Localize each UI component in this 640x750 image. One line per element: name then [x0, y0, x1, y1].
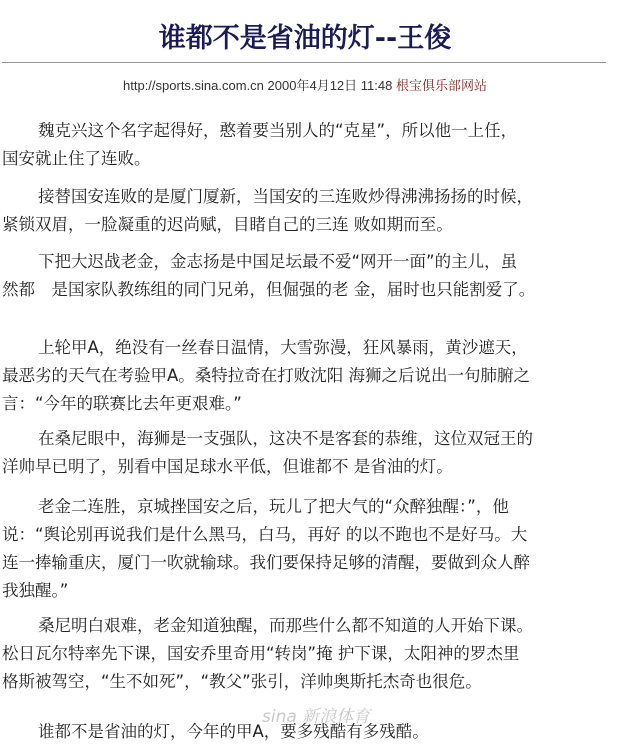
- paragraph-line: 魏克兴这个名字起得好，憨着要当别人的“克星”，所以他一上任，: [38, 121, 518, 140]
- paragraph-line: 桑尼明白艰难，老金知道独醒，而那些什么都不知道的人开始下课。: [38, 616, 533, 635]
- watermark-text: sina 新浪体育: [262, 707, 371, 727]
- paragraph-line: 最恶劣的天气在考验甲A。桑特拉奇在打败沈阳 海狮之后说出一句肺腑之: [2, 366, 531, 385]
- paragraph-line: 在桑尼眼中，海狮是一支强队，这决不是客套的恭维，这位双冠王的: [38, 429, 533, 448]
- paragraph-line: 我独醒。”: [2, 581, 69, 600]
- paragraph-line: 连一捧输重庆，厦门一吹就输球。我们要保持足够的清醒，要做到众人醉: [2, 553, 530, 572]
- paragraph: [2, 334, 622, 418]
- paragraph-line: 松日瓦尔特率先下课，国安乔里奇用“转岗”掩 护下课，太阳神的罗杰里: [2, 644, 520, 663]
- byline-url[interactable]: http://sports.sina.com.cn: [123, 78, 264, 93]
- paragraph: [2, 425, 622, 481]
- paragraph: [2, 612, 622, 696]
- paragraph-line: 接替国安连败的是厦门厦新，当国安的三连败炒得沸沸扬扬的时候，: [38, 187, 533, 206]
- paragraph-line: 洋帅早已明了，别看中国足球水平低，但谁都不 是省油的灯。: [2, 457, 453, 476]
- watermark-logo: [262, 702, 370, 727]
- paragraph-line: 老金二连胜，京城挫国安之后，玩儿了把大气的“众醉独醒：”，他: [38, 497, 509, 516]
- paragraph: [2, 493, 622, 605]
- byline-source-link[interactable]: 根宝俱乐部网站: [395, 78, 487, 93]
- paragraph-line: 然都 是国家队教练组的同门兄弟，但倔强的老 金，届时也只能割爱了。: [2, 280, 536, 299]
- paragraph: [2, 248, 622, 304]
- paragraph-line: 谁都不是省油的灯，今年的甲A，要多残酷有多残酷。: [38, 722, 429, 741]
- paragraph-line: 言：“今年的联赛比去年更艰难。”: [2, 394, 242, 413]
- paragraph-line: 国安就止住了连败。: [2, 149, 151, 168]
- paragraph-line: 说：“舆论别再说我们是什么黑马，白马，再好 的以不跑也不是好马。大: [2, 525, 528, 544]
- paragraph-line: 格斯被驾空，“生不如死”，“教父”张引，洋帅奥斯托杰奇也很危。: [2, 672, 482, 691]
- paragraph: [2, 183, 622, 239]
- byline: [0, 75, 610, 94]
- byline-datetime: 2000年4月12日 11:48: [267, 78, 393, 93]
- paragraph: [2, 117, 622, 173]
- paragraph-line: 下把大迟战老金，金志扬是中国足坛最不爱“网开一面”的主儿，虽: [38, 252, 518, 271]
- paragraph-line: 紧锁双眉，一脸凝重的迟尚赋，目睹自己的三连 败如期而至。: [2, 215, 453, 234]
- article-title: 谁都不是省油的灯--王俊: [158, 23, 452, 54]
- paragraph-line: 上轮甲A，绝没有一丝春日温情，大雪弥漫，狂风暴雨，黄沙遮天，: [38, 338, 528, 357]
- title-divider: [2, 62, 606, 63]
